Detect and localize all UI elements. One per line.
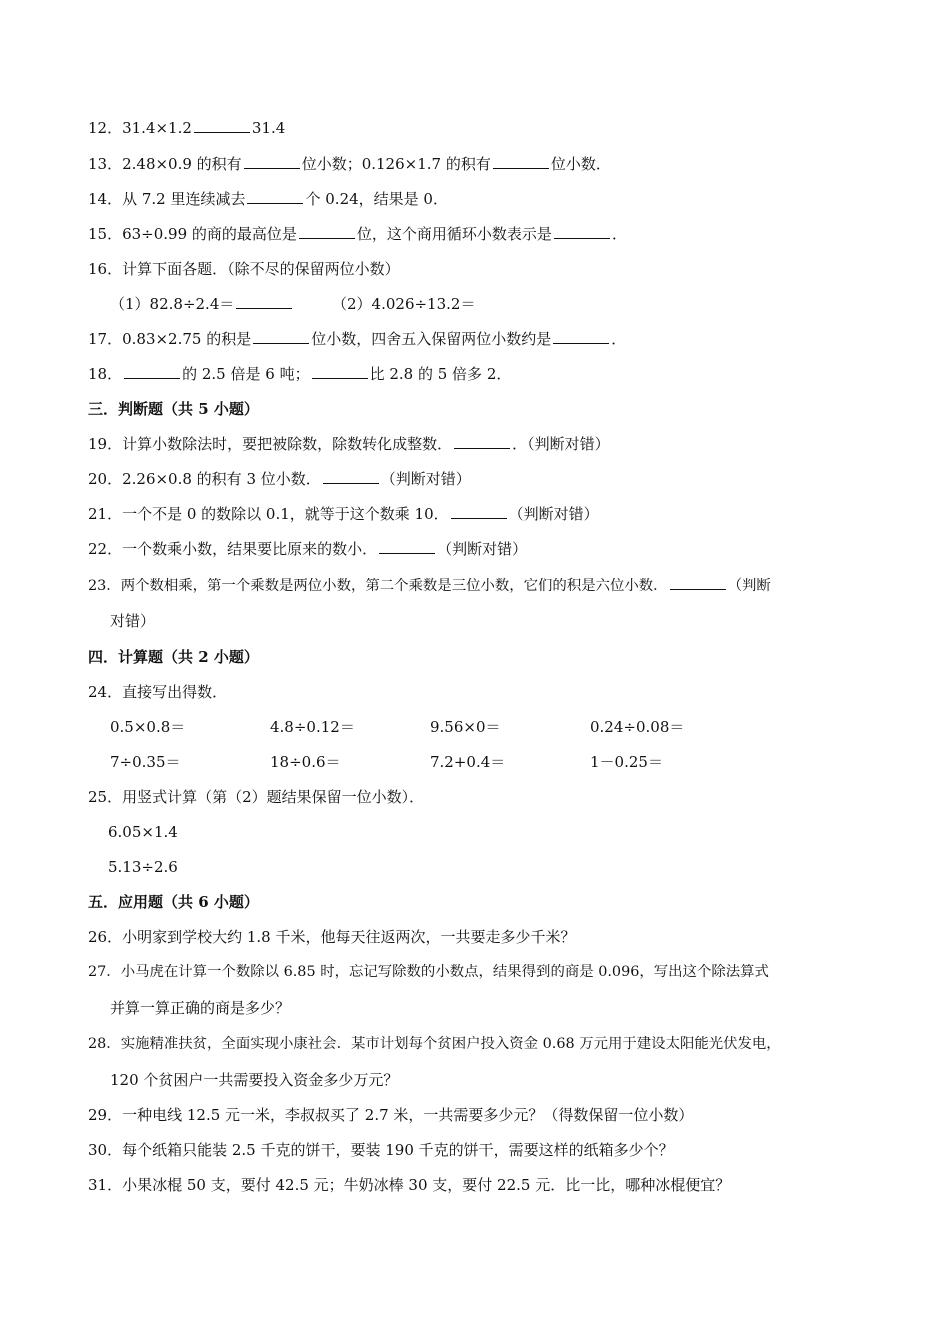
q15-text-a: 15．63÷0.99 的商的最高位是 (88, 225, 297, 243)
answer-blank[interactable] (244, 154, 300, 169)
q12-text-a: 12．31.4×1.2 (88, 119, 192, 137)
q16-p1-text: （1）82.8÷2.4＝ (110, 295, 235, 313)
answer-blank[interactable] (299, 224, 355, 239)
q24-item: 0.5×0.8＝ (110, 718, 186, 736)
q22-text-a: 22．一个数乘小数，结果要比原来的数小． (88, 540, 378, 558)
question-30: 30．每个纸箱只能装 2.5 千克的饼干，要装 190 千克的饼干，需要这样的纸箱多少个？ (88, 1141, 674, 1159)
answer-blank[interactable] (553, 329, 609, 344)
q20-text-a: 20．2.26×0.8 的积有 3 位小数． (88, 470, 321, 488)
question-14 (88, 189, 448, 209)
q17-text-c: ． (611, 330, 627, 348)
question-12 (88, 118, 285, 138)
question-27: 27．小马虎在计算一个数除以 6.85 时，忘记写除数的小数点，结果得到的商是 0.096，写出这个除法算式 (88, 964, 769, 980)
answer-blank[interactable] (124, 364, 180, 379)
q18-text-a: 18． (88, 365, 123, 383)
q13-text-b: 位小数；0.126×1.7 的积有 (301, 155, 491, 173)
answer-blank[interactable] (454, 434, 510, 449)
q21-text-a: 21．一个不是 0 的数除以 0.1，就等于这个数乘 10． (88, 505, 449, 523)
question-28-continued: 120 个贫困户一共需要投入资金多少万元？ (110, 1071, 399, 1089)
q23-text-b: （判断 (727, 578, 771, 594)
question-18 (88, 364, 511, 384)
answer-blank[interactable] (493, 154, 549, 169)
q15-text-c: ． (611, 225, 627, 243)
answer-blank[interactable] (554, 224, 610, 239)
answer-blank[interactable] (323, 469, 379, 484)
question-26: 26．小明家到学校大约 1.8 千米，他每天往返两次，一共要走多少千米？ (88, 928, 576, 946)
question-21 (88, 504, 599, 524)
answer-blank[interactable] (236, 294, 292, 309)
answer-blank[interactable] (194, 118, 250, 133)
q15-text-b: 位，这个商用循环小数表示是 (356, 225, 552, 243)
q14-text-a: 14．从 7.2 里连续减去 (88, 190, 246, 208)
q17-text-a: 17．0.83×2.75 的积是 (88, 330, 252, 348)
answer-blank[interactable] (253, 329, 309, 344)
question-27-continued: 并算一算正确的商是多少？ (110, 999, 291, 1017)
question-17 (88, 329, 626, 349)
question-19 (88, 434, 610, 454)
q17-text-b: 位小数，四舍五入保留两位小数约是 (311, 330, 552, 348)
q18-text-c: 比 2.8 的 5 倍多 2． (369, 365, 512, 383)
q18-text-b: 的 2.5 倍是 6 吨； (182, 365, 310, 383)
q22-text-b: （判断对错） (437, 540, 528, 558)
q14-text-b: 个 0.24，结果是 0． (305, 190, 448, 208)
question-28: 28．实施精准扶贫，全面实现小康社会．某市计划每个贫困户投入资金 0.68 万元用于建设太阳能光伏发电， (88, 1036, 781, 1052)
q13-text-c: 位小数． (550, 155, 611, 173)
question-29: 29．一种电线 12.5 元一米，李叔叔买了 2.7 米，一共需要多少元？（得数保留一位小数） (88, 1106, 694, 1124)
q24-item: 4.8÷0.12＝ (270, 718, 355, 736)
q24-item: 0.24÷0.08＝ (590, 718, 685, 736)
section-3-heading: 三．判断题（共 5 小题） (88, 400, 259, 418)
answer-blank[interactable] (312, 364, 368, 379)
answer-blank[interactable] (379, 539, 435, 554)
q24-item: 1－0.25＝ (590, 753, 663, 771)
section-5-heading: 五．应用题（共 6 小题） (88, 893, 259, 911)
q19-text-b: ．（判断对错） (512, 435, 610, 453)
q12-text-b: 31.4 (251, 119, 286, 137)
q13-text-a: 13．2.48×0.9 的积有 (88, 155, 242, 173)
question-20 (88, 469, 471, 489)
q21-text-b: （判断对错） (508, 505, 599, 523)
question-16-title: 16．计算下面各题．（除不尽的保留两位小数） (88, 260, 400, 278)
answer-blank[interactable] (451, 504, 507, 519)
question-25-part-1: 6.05×1.4 (108, 823, 178, 841)
question-15 (88, 224, 627, 244)
question-24-title: 24．直接写出得数． (88, 683, 228, 701)
question-23 (88, 575, 771, 596)
question-16-part-2: （2）4.026÷13.2＝ (332, 295, 476, 313)
question-25-part-2: 5.13÷2.6 (108, 858, 178, 876)
answer-blank[interactable] (670, 575, 726, 590)
question-31: 31．小果冰棍 50 支，要付 42.5 元；牛奶冰棒 30 支，要付 22.5 元．比一比，哪种冰棍便宜？ (88, 1176, 731, 1194)
q23-text-a: 23．两个数相乘，第一个乘数是两位小数，第二个乘数是三位小数，它们的积是六位小数． (88, 578, 668, 594)
answer-blank[interactable] (247, 189, 303, 204)
question-16-part-1 (110, 294, 294, 314)
q24-item: 9.56×0＝ (430, 718, 501, 736)
q24-item: 18÷0.6＝ (270, 753, 341, 771)
q24-item: 7÷0.35＝ (110, 753, 181, 771)
section-4-heading: 四．计算题（共 2 小题） (88, 648, 259, 666)
question-23-continued: 对错） (110, 612, 156, 630)
q20-text-b: （判断对错） (380, 470, 471, 488)
question-13 (88, 154, 611, 174)
q19-text-a: 19．计算小数除法时，要把被除数，除数转化成整数． (88, 435, 453, 453)
question-25-title: 25．用竖式计算（第（2）题结果保留一位小数）． (88, 788, 425, 806)
q24-item: 7.2+0.4＝ (430, 753, 506, 771)
question-22 (88, 539, 527, 559)
